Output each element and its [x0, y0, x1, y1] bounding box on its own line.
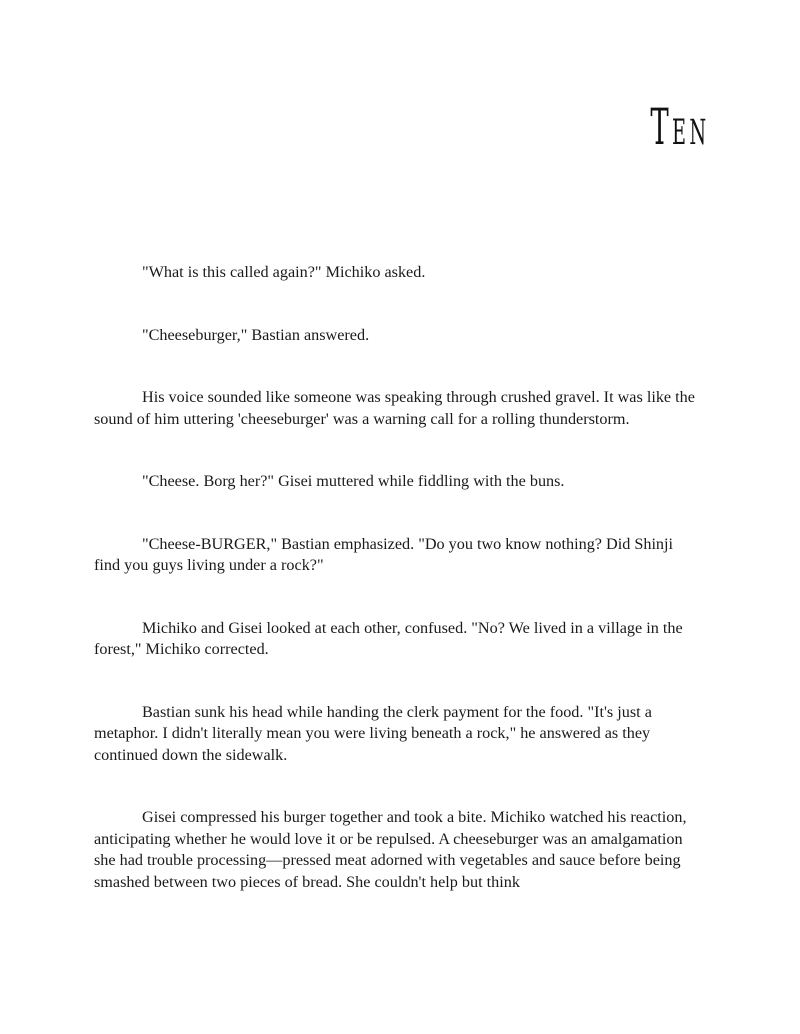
- chapter-title: Ten: [650, 98, 710, 156]
- paragraph: Bastian sunk his head while handing the clerk payment for the food. "It's just a metaphor. I didn't literally mean you were living beneath a rock," he answered as they continued down the sidewalk.: [94, 702, 652, 764]
- chapter-body: [94, 262, 700, 934]
- paragraph: "Cheese. Borg her?" Gisei muttered while fiddling with the buns.: [142, 472, 565, 490]
- paragraph: "Cheese-BURGER," Bastian emphasized. "Do you two know nothing? Did Shinji find you guys living under a rock?": [94, 534, 674, 574]
- paragraph: "Cheeseburger," Bastian answered.: [142, 325, 370, 344]
- paragraph: His voice sounded like someone was speaking through crushed gravel. It was like the sound of him uttering 'cheeseburger' was a warning call for a rolling thunderstorm.: [94, 388, 695, 428]
- paragraph: "What is this called again?" Michiko asked.: [142, 263, 426, 281]
- paragraph: Michiko and Gisei looked at each other, confused. "No? We lived in a village in the forest," Michiko corrected.: [94, 618, 683, 658]
- paragraph: Gisei compressed his burger together and took a bite. Michiko watched his reaction, anticipating whether he would love it or be repulsed. A cheeseburger was an amalgamation she had trouble processing—pressed meat adorned with vegetables and sauce before being smashed between two pieces of bread. She couldn't help but think: [94, 808, 687, 891]
